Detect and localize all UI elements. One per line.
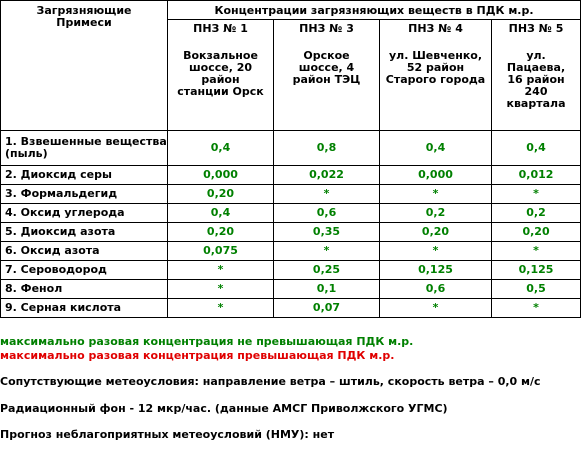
table-row	[1, 261, 581, 280]
station-header	[492, 20, 581, 131]
table-row	[1, 204, 581, 223]
value-cell: 0,4	[380, 131, 492, 166]
station-address: Орское шоссе, 4 район ТЭЦ	[292, 50, 361, 86]
station-address: ул. Пацаева, 16 район 240 квартала	[506, 50, 566, 110]
substance-label: 9. Серная кислота	[1, 299, 168, 318]
value-cell: 0,20	[492, 223, 581, 242]
substance-label: 6. Оксид азота	[1, 242, 168, 261]
table-row	[1, 166, 581, 185]
value-cell: 0,20	[168, 223, 274, 242]
table-row	[1, 131, 581, 166]
value-cell: 0,125	[380, 261, 492, 280]
weather-note: Сопутствующие метеоусловия: направление ветра – штиль, скорость ветра – 0,0 м/с	[0, 375, 541, 388]
table-row	[1, 280, 581, 299]
table-row	[1, 299, 581, 318]
substance-column-header: Загрязняющие Примеси	[1, 1, 168, 131]
forecast-note: Прогноз неблагоприятных метеоусловий (НМУ): нет	[0, 428, 335, 441]
station-header	[274, 20, 380, 131]
value-cell: *	[380, 299, 492, 318]
station-id: ПНЗ № 3	[299, 22, 354, 35]
value-cell: *	[168, 280, 274, 299]
value-cell: *	[492, 242, 581, 261]
value-cell: 0,2	[492, 204, 581, 223]
radiation-note: Радиационный фон - 12 мкр/час. (данные АМСГ Приволжского УГМС)	[0, 402, 448, 415]
substance-label: 8. Фенол	[1, 280, 168, 299]
value-cell: 0,5	[492, 280, 581, 299]
value-cell: 0,4	[492, 131, 581, 166]
value-cell: 0,20	[168, 185, 274, 204]
table-row	[1, 223, 581, 242]
legend-below-pdk: максимально разовая концентрация не превышающая ПДК м.р.	[0, 335, 414, 348]
value-cell: 0,07	[274, 299, 380, 318]
table-row	[1, 242, 581, 261]
value-cell: 0,35	[274, 223, 380, 242]
legend-above-pdk: максимально разовая концентрация превышающая ПДК м.р.	[0, 349, 395, 362]
value-cell: *	[380, 185, 492, 204]
value-cell: *	[168, 261, 274, 280]
station-address: ул. Шевченко, 52 район Старого города	[385, 50, 486, 86]
concentration-header: Концентрации загрязняющих веществ в ПДК м.р.	[168, 1, 581, 20]
substance-label: 2. Диоксид серы	[1, 166, 168, 185]
table-row	[1, 185, 581, 204]
station-id: ПНЗ № 1	[193, 22, 248, 35]
value-cell: 0,25	[274, 261, 380, 280]
value-cell: 0,075	[168, 242, 274, 261]
value-cell: *	[492, 299, 581, 318]
value-cell: *	[274, 242, 380, 261]
value-cell: 0,1	[274, 280, 380, 299]
value-cell: 0,4	[168, 204, 274, 223]
station-header	[380, 20, 492, 131]
station-address: Вокзальное шоссе, 20 район станции Орск	[177, 50, 264, 98]
value-cell: *	[168, 299, 274, 318]
substance-label: 7. Сероводород	[1, 261, 168, 280]
value-cell: 0,2	[380, 204, 492, 223]
value-cell: 0,6	[380, 280, 492, 299]
value-cell: 0,4	[168, 131, 274, 166]
value-cell: 0,125	[492, 261, 581, 280]
value-cell: 0,20	[380, 223, 492, 242]
table-header-row	[1, 1, 581, 20]
value-cell: *	[492, 185, 581, 204]
value-cell: 0,6	[274, 204, 380, 223]
substance-label: 5. Диоксид азота	[1, 223, 168, 242]
value-cell: 0,012	[492, 166, 581, 185]
value-cell: *	[380, 242, 492, 261]
station-id: ПНЗ № 4	[408, 22, 463, 35]
value-cell: 0,8	[274, 131, 380, 166]
station-header	[168, 20, 274, 131]
value-cell: 0,022	[274, 166, 380, 185]
value-cell: *	[274, 185, 380, 204]
substance-label: 4. Оксид углерода	[1, 204, 168, 223]
substance-label: 1. Взвешенные вещества (пыль)	[1, 131, 168, 166]
station-id: ПНЗ № 5	[508, 22, 564, 35]
value-cell: 0,000	[380, 166, 492, 185]
substance-label: 3. Формальдегид	[1, 185, 168, 204]
value-cell: 0,000	[168, 166, 274, 185]
